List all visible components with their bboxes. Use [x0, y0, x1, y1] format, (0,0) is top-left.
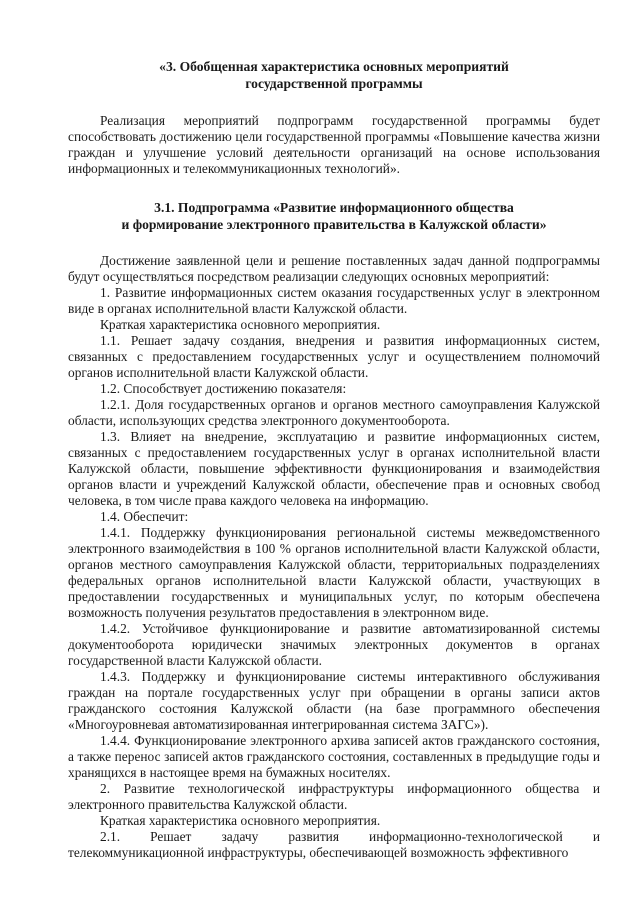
- paragraph: 2.1. Решает задачу развития информационно-технологической и телекоммуникационной инфраструктуры, обеспечивающей возможность эффективного: [68, 829, 600, 860]
- paragraph: 1.4.2. Устойчивое функционирование и развитие автоматизированной системы документооборота юридически значимых электронных документов в органах государственной власти Калужской области.: [68, 621, 600, 668]
- paragraph: 2. Развитие технологической инфраструктуры информационного общества и электронного правительства Калужской области.: [68, 781, 600, 812]
- paragraph: 1.4.1. Поддержку функционирования региональной системы межведомственного электронного взаимодействия в 100 % органов исполнительной власти Калужской области, органов местного самоуправления Калужской области, территориальных подразделениях федеральных органов исполнительной власти Калужской области, участвующих в предоставлении государственных и муниципальных услуг, по которым обеспечена возможность получения результатов предоставления в электронном виде.: [68, 525, 600, 620]
- paragraph: 1.4.4. Функционирование электронного архива записей актов гражданского состояния, а также перенос записей актов гражданского состояния, составленных в предыдущие годы и хранящихся в настоящее время на бумажных носителях.: [68, 733, 600, 780]
- paragraph: 1.4. Обеспечит:: [100, 509, 189, 524]
- section-title-line-2: государственной программы: [245, 76, 423, 91]
- paragraph: 1.2. Способствует достижению показателя:: [100, 381, 347, 396]
- section-title: [68, 58, 600, 92]
- document-body: [68, 58, 600, 861]
- paragraph: 1.2.1. Доля государственных органов и органов местного самоуправления Калужской области, использующих средства электронного документооборота.: [68, 397, 600, 428]
- intro-paragraph: Реализация мероприятий подпрограмм государственной программы будет способствовать достижению цели государственной программы «Повышение качества жизни граждан и улучшение условий деятельности организаций на основе использования информационных и телекоммуникационных технологий».: [68, 113, 600, 176]
- paragraph: 1.4.3. Поддержку и функционирование системы интерактивного обслуживания граждан на портале государственных услуг при обращении в органы записи актов гражданского состояния Калужской области (на базе программного обеспечения «Многоуровневая автоматизированная интегрированная система ЗАГС»).: [68, 669, 600, 732]
- paragraph: Достижение заявленной цели и решение поставленных задач данной подпрограммы будут осуществляться посредством реализации следующих основных мероприятий:: [68, 253, 600, 284]
- paragraph: 1. Развитие информационных систем оказания государственных услуг в электронном виде в органах исполнительной власти Калужской области.: [68, 285, 600, 316]
- subsection-title-line-1: 3.1. Подпрограмма «Развитие информационного общества: [154, 200, 514, 215]
- section-title-line-1: «3. Обобщенная характеристика основных мероприятий: [159, 59, 509, 74]
- paragraph: 1.3. Влияет на внедрение, эксплуатацию и развитие информационных систем, связанных с предоставлением государственных услуг в органах исполнительной власти Калужской области, повышение эффективности функционирования и взаимодействия органов власти и учреждений Калужской области, обеспечение прав и основных свобод человека, в том числе права каждого человека на информацию.: [68, 429, 600, 508]
- subsection-title: [68, 199, 600, 233]
- paragraph: Краткая характеристика основного мероприятия.: [100, 813, 381, 828]
- paragraph: Краткая характеристика основного мероприятия.: [100, 317, 381, 332]
- paragraph: 1.1. Решает задачу создания, внедрения и развития информационных систем, связанных с предоставлением государственных услуг и осуществлением полномочий органов исполнительной власти Калужской области.: [68, 333, 600, 380]
- subsection-title-line-2: и формирование электронного правительства в Калужской области»: [121, 217, 547, 232]
